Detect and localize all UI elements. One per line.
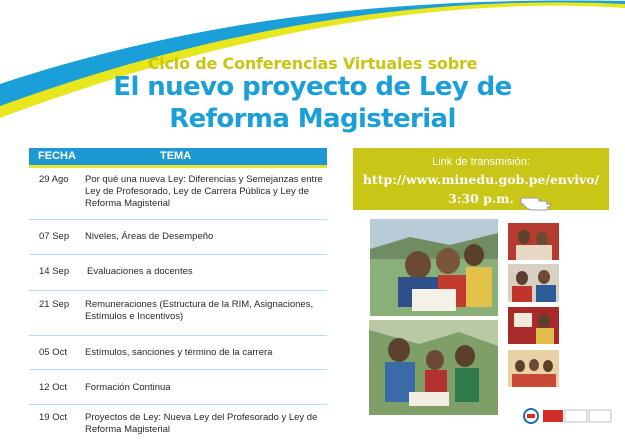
- row-date: 29 Ago: [39, 174, 69, 185]
- title-main-line1: El nuevo proyecto de Ley de: [113, 72, 512, 102]
- table-row: [29, 291, 327, 336]
- table-row: [29, 370, 327, 405]
- photo-children-reading: [370, 219, 498, 316]
- schedule-header: [29, 148, 327, 168]
- row-date: 19 Oct: [39, 412, 67, 423]
- row-topic: Evaluaciones a docentes: [87, 266, 193, 277]
- table-row: [29, 405, 327, 443]
- row-date: 05 Oct: [39, 347, 67, 358]
- photo-classroom-4: [508, 350, 559, 387]
- row-date: 12 Oct: [39, 382, 67, 393]
- row-topic: Formación Continua: [85, 382, 171, 393]
- transmission-time: 3:30 p.m.: [448, 191, 514, 206]
- title-subtitle: Ciclo de Conferencias Virtuales sobre: [147, 54, 478, 73]
- link-label: Link de transmisión:: [432, 156, 530, 168]
- table-row: [29, 220, 327, 255]
- table-row: [29, 168, 327, 220]
- schedule-table: [29, 148, 327, 443]
- header-tema: TEMA: [160, 150, 192, 162]
- transmission-link[interactable]: http://www.minedu.gob.pe/envivo/: [362, 172, 600, 187]
- photo-teacher-outdoors: [369, 320, 498, 415]
- transmission-link-box: [353, 148, 609, 210]
- row-topic: Estímulos, sanciones y término de la carrera: [85, 347, 273, 358]
- row-date: 14 Sep: [39, 266, 70, 277]
- table-row: [29, 336, 327, 370]
- ministry-logo: [523, 408, 613, 424]
- row-topic: Remuneraciones (Estructura de la RIM, Asignaciones, Estímulos e Incentivos): [85, 299, 314, 322]
- photo-classroom-1: [508, 223, 559, 260]
- row-date: 07 Sep: [39, 231, 70, 242]
- title-main-line2: Reforma Magisterial: [169, 104, 456, 134]
- row-topic: Niveles, Áreas de Desempeño: [85, 231, 214, 242]
- header-fecha: FECHA: [38, 150, 76, 162]
- row-topic: Proyectos de Ley: Nueva Ley del Profesorado y Ley de Reforma Magisterial: [85, 412, 318, 435]
- hand-pointer-icon: [519, 186, 555, 212]
- photo-classroom-3: [508, 307, 559, 344]
- row-date: 21 Sep: [39, 299, 70, 310]
- photo-classroom-2: [508, 264, 559, 302]
- row-topic: Por qué una nueva Ley: Diferencias y Semejanzas entre Ley de Profesorado, Ley de Carrera Pública y Ley de Reforma Magisterial: [85, 174, 323, 209]
- table-row: [29, 255, 327, 291]
